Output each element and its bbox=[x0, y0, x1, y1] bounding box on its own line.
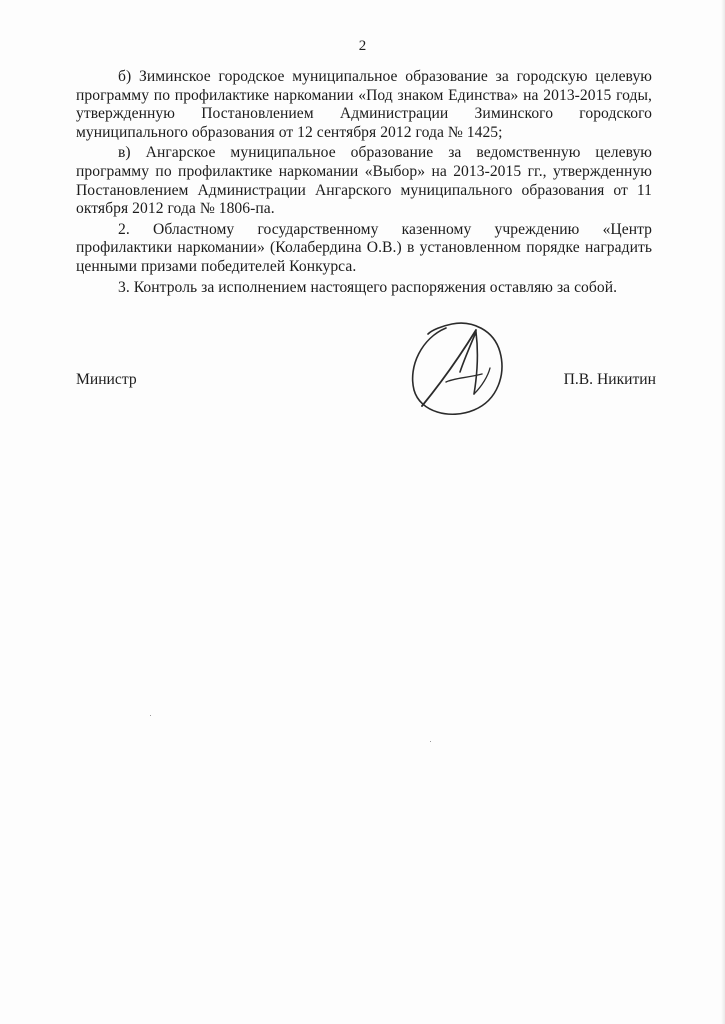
paragraph-2-prizes: 2. Областному государственному казенному учреждению «Центр профилактики наркомании» (Колабердина О.В.) в установленном порядке наградить ценными призами победителей Конкурса. bbox=[76, 220, 652, 275]
page-number: 2 bbox=[358, 38, 367, 54]
document-body bbox=[76, 68, 652, 299]
scan-speck bbox=[150, 715, 151, 716]
paragraph-3-control: 3. Контроль за исполнением настоящего распоряжения оставляю за собой. bbox=[118, 278, 618, 296]
signer-name: П.В. Никитин bbox=[563, 371, 656, 388]
scan-speck bbox=[430, 741, 431, 742]
paragraph-b-zima: б) Зиминское городское муниципальное образование за городскую целевую программу по профилактике наркомании «Под знаком Единства» на 2013-2015 годы, утвержденную Постановлением Администрации Зиминского городского муниципального образования от 12 сентября 2012 года № 1425; bbox=[76, 68, 652, 141]
paragraph-v-angarsk: в) Ангарское муниципальное образование за ведомственную целевую программу по профилактике наркомании «Выбор» на 2013-2015 гг., утвержденную Постановлением Администрации Ангарского муниципального образования от 11 октября 2012 года № 1806-па. bbox=[76, 144, 652, 218]
signer-title: Министр bbox=[76, 371, 137, 388]
handwritten-signature bbox=[402, 312, 512, 424]
page-edge-shadow bbox=[721, 0, 725, 1024]
signature-block bbox=[76, 371, 656, 395]
